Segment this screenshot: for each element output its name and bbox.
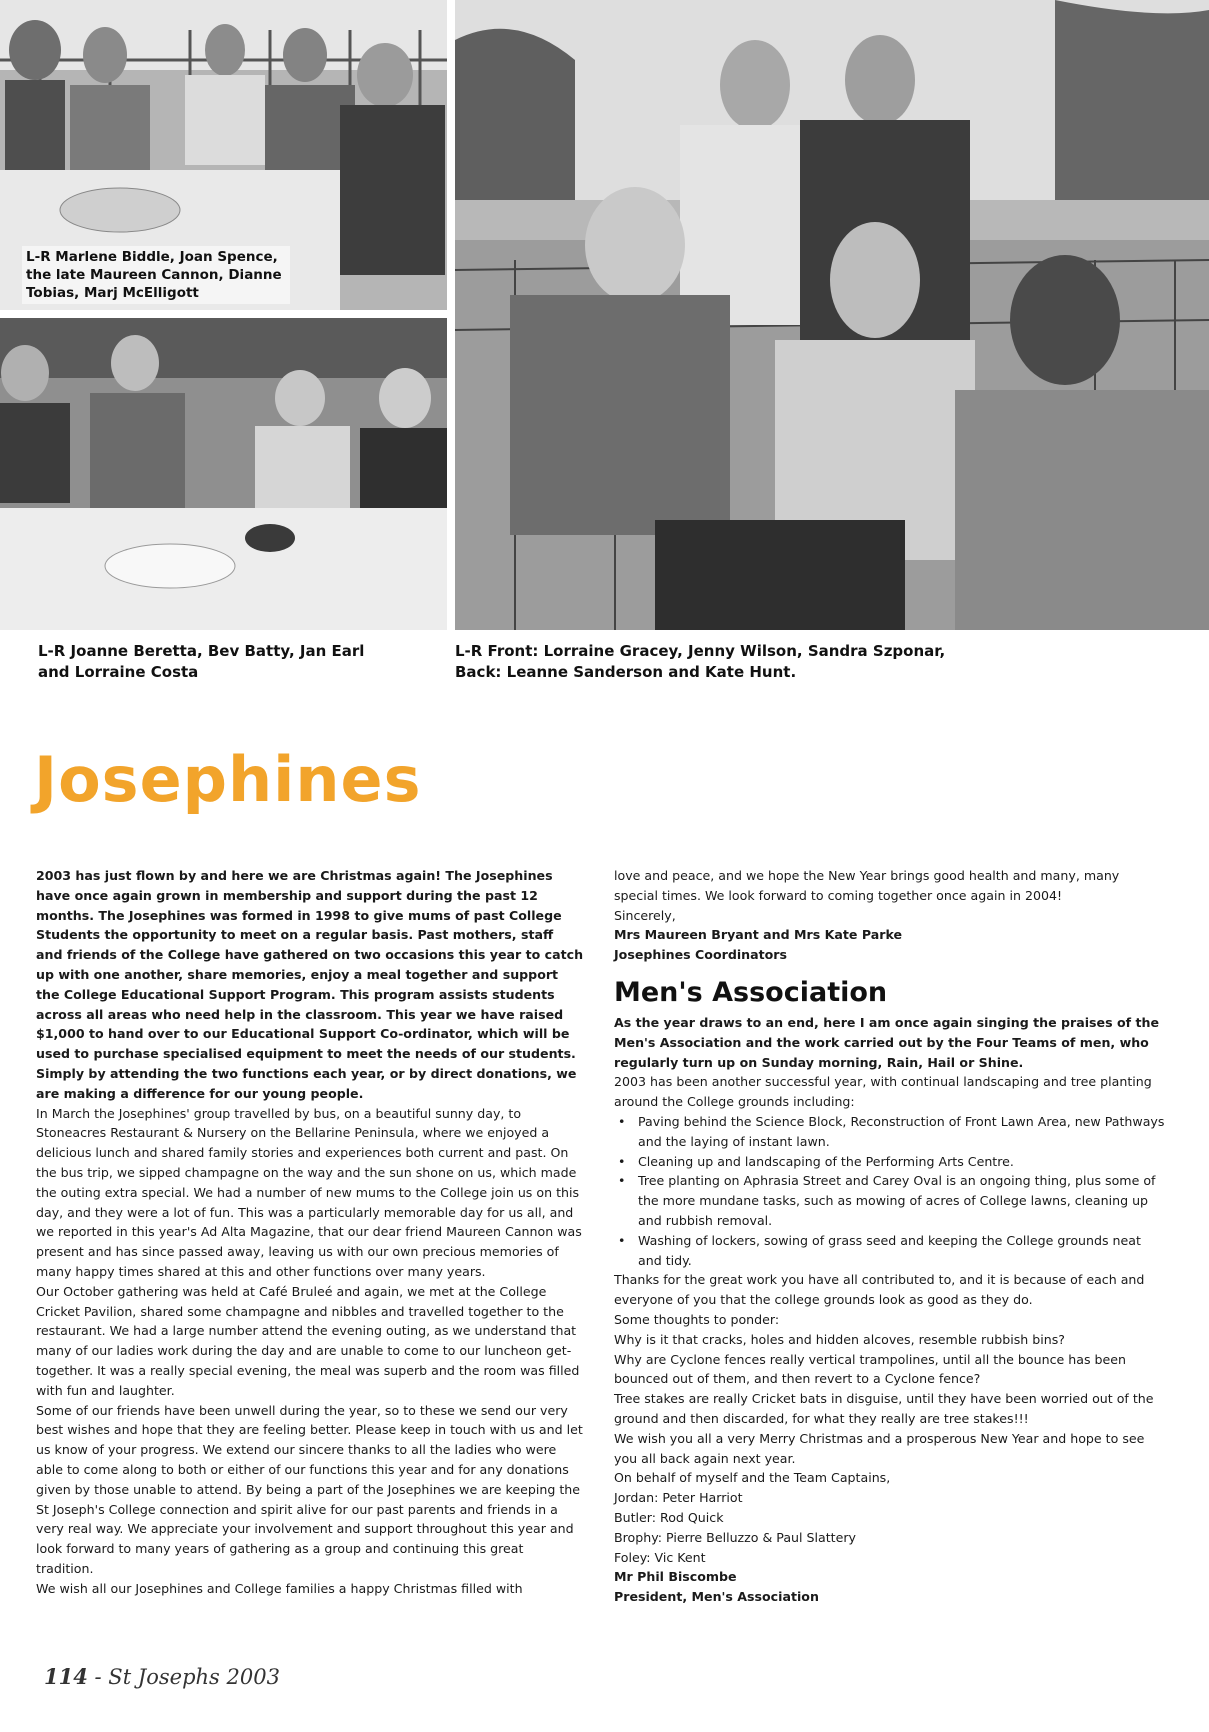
photo-bottom-left-graphic	[0, 318, 447, 630]
page-title: Josephines	[34, 743, 422, 816]
team-captain: Butler: Rod Quick	[614, 1509, 724, 1525]
ponder-text: Some thoughts to ponder:	[614, 1311, 780, 1327]
team-captain: Brophy: Pierre Belluzzo & Paul Slattery	[614, 1529, 856, 1545]
continued-paragraph: love and peace, and we hope the New Year brings good health and many, many special times. We look forward to coming together once again in 2004!	[614, 868, 1120, 903]
thanks-paragraph: Thanks for the great work you have all contributed to, and it is because of each and everyone of you that the college grounds look as good as they do.	[614, 1272, 1145, 1308]
signature-names: Mrs Maureen Bryant and Mrs Kate Parke	[614, 927, 903, 943]
october-paragraph: Our October gathering was held at Café Bruleé and again, we met at the College Cricket Pavilion, shared some champagne and nibbles and travelled together to the restaurant. We had a large number attend the evening outing, as we understand that many of our ladies work during the day and are unable to come to our luncheon get-together. It was a really special evening, the meal was superb and the room was filled with fun and laughter.	[36, 1283, 580, 1398]
team-captain: Foley: Vic Kent	[614, 1549, 706, 1565]
works-list	[614, 1112, 1166, 1270]
mens-landscaping-paragraph: 2003 has been another successful year, with continual landscaping and tree planting around the College grounds including:	[614, 1074, 1152, 1110]
page-number: 114	[44, 1664, 88, 1689]
left-column	[36, 866, 584, 1598]
publication-name: - St Josephs 2003	[94, 1665, 280, 1689]
question-fences: Why are Cyclone fences really vertical trampolines, until all the bounce has been bounced out of them, and then revert to a Cyclone fence?	[614, 1351, 1127, 1387]
photo-bottom-left-caption: L-R Joanne Beretta, Bev Batty, Jan Earl and Lorraine Costa	[38, 642, 365, 681]
mens-intro-paragraph: As the year draws to an end, here I am once again singing the praises of the Men's Association and the work carried out by the Four Teams of men, who regularly turn up on Sunday morning, Rain, Hail or Shine.	[614, 1014, 1160, 1070]
page-footer	[44, 1664, 280, 1689]
photo-right	[455, 0, 1209, 630]
behalf-text: On behalf of myself and the Team Captains,	[614, 1470, 891, 1486]
president-role: President, Men's Association	[614, 1589, 819, 1605]
list-item: • Paving behind the Science Block, Reconstruction of Front Lawn Area, new Pathways and the laying of instant lawn.	[614, 1112, 1166, 1152]
question-cracks: Why is it that cracks, holes and hidden alcoves, resemble rubbish bins?	[614, 1331, 1065, 1347]
right-column	[614, 866, 1166, 1607]
mens-association-heading: Men's Association	[614, 976, 888, 1008]
photo-top-left	[0, 0, 447, 310]
signature-role: Josephines Coordinators	[614, 947, 787, 963]
closing-paragraph: We wish all our Josephines and College families a happy Christmas filled with	[36, 1580, 523, 1596]
photo-top-left-caption: L-R Marlene Biddle, Joan Spence, the late Maureen Cannon, Dianne Tobias, Marj McElligott	[22, 246, 290, 304]
photo-bottom-left	[0, 318, 447, 630]
wishes-paragraph: Some of our friends have been unwell during the year, so to these we send our very best wishes and hope that they are feeling better. Please keep in touch with us and let us know of your progress. We extend our sincere thanks to all the ladies who were able to come along to both or either of our functions this year and for any donations given by those unable to attend. By being a part of the Josephines we are keeping the St Joseph's College connection and spirit alive for our past parents and friends in a very real way. We appreciate your involvement and support throughout this year and look forward to many years of gathering as a group and continuing this great tradition.	[36, 1402, 583, 1576]
list-item: • Cleaning up and landscaping of the Performing Arts Centre.	[614, 1152, 1166, 1172]
team-captain: Jordan: Peter Harriot	[614, 1490, 743, 1506]
list-item: • Tree planting on Aphrasia Street and Carey Oval is an ongoing thing, plus some of the more mundane tasks, such as mowing of acres of College lawns, cleaning up and rubbish removal.	[614, 1171, 1166, 1230]
list-item: • Washing of lockers, sowing of grass seed and keeping the College grounds neat and tidy.	[614, 1231, 1166, 1271]
president-name: Mr Phil Biscombe	[614, 1569, 737, 1585]
photo-right-caption-line2: Back: Leanne Sanderson and Kate Hunt.	[455, 663, 797, 681]
photo-right-graphic	[455, 0, 1209, 630]
march-paragraph: In March the Josephines' group travelled by bus, on a beautiful sunny day, to Stoneacres Restaurant & Nursery on the Bellarine Peninsula, where we enjoyed a delicious lunch and shared family stories and experiences both current and past. On the bus trip, we sipped champagne on the way and the sun shone on us, which made the outing extra special. We had a number of new mums to the College join us on this day, and they were a lot of fun. This was a particularly memorable day for us all, and we reported in this year's Ad Alta Magazine, that our dear friend Maureen Cannon was present and has since passed away, leaving us with our own precious memories of many happy times shared at this and other functions over many years.	[36, 1105, 582, 1279]
intro-paragraph: 2003 has just flown by and here we are Christmas again! The Josephines have once again grown in membership and support during the past 12 months. The Josephines was formed in 1998 to give mums of past College Students the opportunity to meet on a regular basis. Past mothers, staff and friends of the College have gathered on two occasions this year to catch up with one another, share memories, enjoy a meal together and support the College Educational Support Program. This program assists students across all areas who need help in the classroom. This year we have raised $1,000 to hand over to our Educational Support Co-ordinator, which will be used to purchase specialised equipment to meet the needs of our students. Simply by attending the two functions each year, or by direct donations, we are making a difference for our young people.	[36, 868, 584, 1101]
photo-right-caption-line1: L-R Front: Lorraine Gracey, Jenny Wilson, Sandra Szponar,	[455, 642, 946, 660]
sincerely-text: Sincerely,	[614, 907, 676, 923]
christmas-wish: We wish you all a very Merry Christmas and a prosperous New Year and hope to see you all back again next year.	[614, 1430, 1145, 1466]
question-tree-stakes: Tree stakes are really Cricket bats in disguise, until they have been worried out of the ground and then discarded, for what they really are tree stakes!!!	[614, 1391, 1154, 1426]
